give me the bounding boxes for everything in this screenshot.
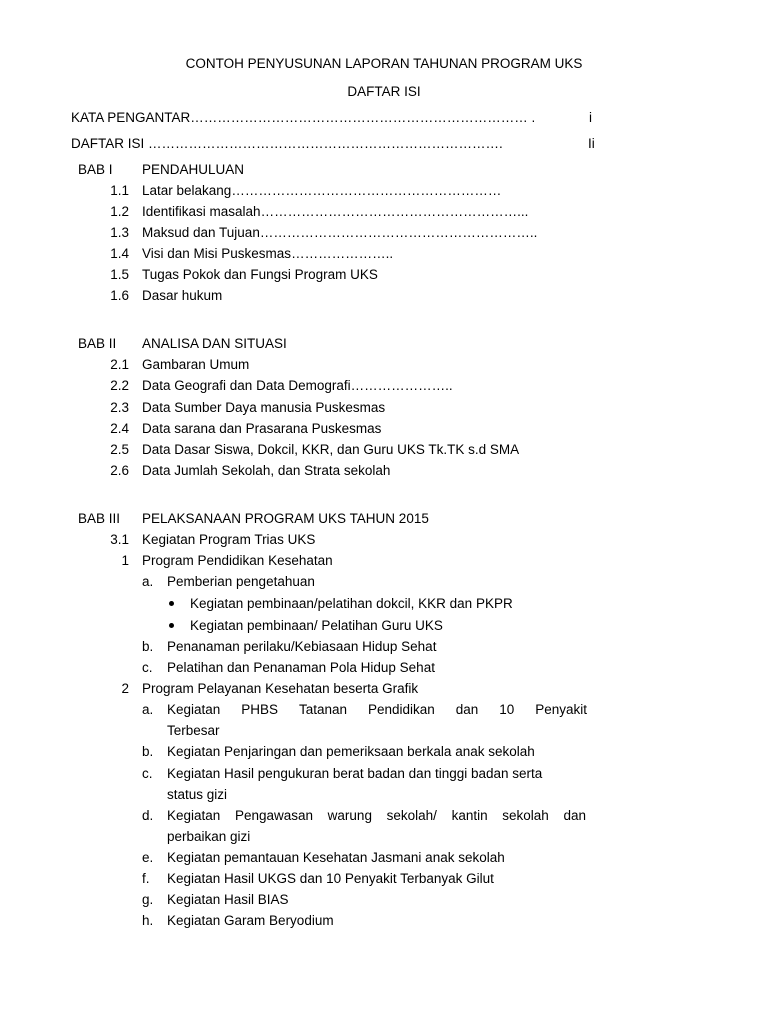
section-number: 1.1 [110,183,129,198]
toc-leader: ………………………………………………………………… . [190,110,536,125]
chapter-title: ANALISA DAN SITUASI [142,336,287,351]
chapter-number: BAB II [78,336,117,351]
chapter-number: BAB I [78,162,113,177]
section-entry: Data sarana dan Prasarana Puskesmas [142,421,382,436]
list-letter: c. [142,660,153,675]
list-letter: e. [142,850,154,865]
section-entry: Kegiatan Program Trias UKS [142,532,316,547]
bullet-icon [169,623,174,628]
program-title: Program Pelayanan Kesehatan beserta Grafik [142,681,419,696]
bullet-item: Kegiatan pembinaan/pelatihan dokcil, KKR dan PKPR [190,596,513,611]
section-entry: Dasar hukum [142,288,223,303]
toc-daftar-isi [71,136,503,152]
section-number: 2.4 [110,421,129,436]
list-item: Kegiatan Pengawasan warung sekolah/ kantin sekolah dan [167,808,586,823]
chapter-title: PENDAHULUAN [142,162,245,177]
list-item: Kegiatan Penjaringan dan pemeriksaan berkala anak sekolah [167,744,535,759]
section-entry: Visi dan Misi Puskesmas………………….. [142,246,394,261]
program-title: Program Pendidikan Kesehatan [142,553,333,568]
section-number: 2.6 [110,463,129,478]
list-item-continuation: Terbesar [167,723,220,738]
section-number: 2.1 [110,357,129,372]
list-item: Kegiatan Garam Beryodium [167,913,334,928]
program-number: 2 [121,681,129,696]
bullet-item: Kegiatan pembinaan/ Pelatihan Guru UKS [190,618,443,633]
section-number: 2.3 [110,400,129,415]
section-number: 1.6 [110,288,129,303]
list-letter: d. [142,808,154,823]
list-letter: c. [142,766,153,781]
section-number: 1.4 [110,246,129,261]
list-letter: b. [142,639,154,654]
list-letter: a. [142,702,154,717]
section-number: 3.1 [110,532,129,547]
toc-page-number: i [589,110,592,125]
section-entry: Latar belakang…………………………………………………… [142,183,502,198]
section-entry: Data Sumber Daya manusia Puskesmas [142,400,386,415]
list-item: Pelatihan dan Penanaman Pola Hidup Sehat [167,660,435,675]
list-item: Kegiatan pemantauan Kesehatan Jasmani anak sekolah [167,850,505,865]
list-item: Kegiatan PHBS Tatanan Pendidikan dan 10 Penyakit [167,702,587,717]
list-item: Kegiatan Hasil BIAS [167,892,289,907]
list-item: Penanaman perilaku/Kebiasaan Hidup Sehat [167,639,437,654]
list-letter: h. [142,913,154,928]
section-entry: Tugas Pokok dan Fungsi Program UKS [142,267,378,282]
bullet-icon [169,601,174,606]
section-number: 1.3 [110,225,129,240]
list-item-continuation: status gizi [167,787,228,802]
toc-kata-pengantar [71,110,535,126]
document-header: CONTOH PENYUSUNAN LAPORAN TAHUNAN PROGRAM UKS [185,56,583,71]
program-number: 1 [121,553,129,568]
section-entry: Identifikasi masalah…………………………………………………... [142,204,529,219]
list-letter: g. [142,892,154,907]
toc-page-number: Ii [588,136,595,151]
section-entry: Data Geografi dan Data Demografi………………….. [142,378,453,393]
list-letter: a. [142,574,154,589]
list-item: Kegiatan Hasil pengukuran berat badan dan tinggi badan serta [167,766,543,781]
section-number: 1.5 [110,267,129,282]
toc-label: DAFTAR ISI [71,136,145,151]
section-entry: Gambaran Umum [142,357,250,372]
list-letter: b. [142,744,154,759]
page-title: DAFTAR ISI [347,84,421,99]
toc-label: KATA PENGANTAR [71,110,191,125]
section-number: 1.2 [110,204,129,219]
chapter-number: BAB III [78,511,121,526]
toc-leader: ……………………………………………………………………. [148,136,503,151]
list-item: Kegiatan Hasil UKGS dan 10 Penyakit Terbanyak Gilut [167,871,494,886]
list-letter: f. [142,871,150,886]
section-number: 2.2 [110,378,129,393]
section-entry: Maksud dan Tujuan…………………………………………………….. [142,225,538,240]
chapter-title: PELAKSANAAN PROGRAM UKS TAHUN 2015 [142,511,429,526]
list-item-continuation: perbaikan gizi [167,829,251,844]
list-item: Pemberian pengetahuan [167,574,315,589]
section-entry: Data Dasar Siswa, Dokcil, KKR, dan Guru UKS Tk.TK s.d SMA [142,442,520,457]
section-entry: Data Jumlah Sekolah, dan Strata sekolah [142,463,391,478]
section-number: 2.5 [110,442,129,457]
